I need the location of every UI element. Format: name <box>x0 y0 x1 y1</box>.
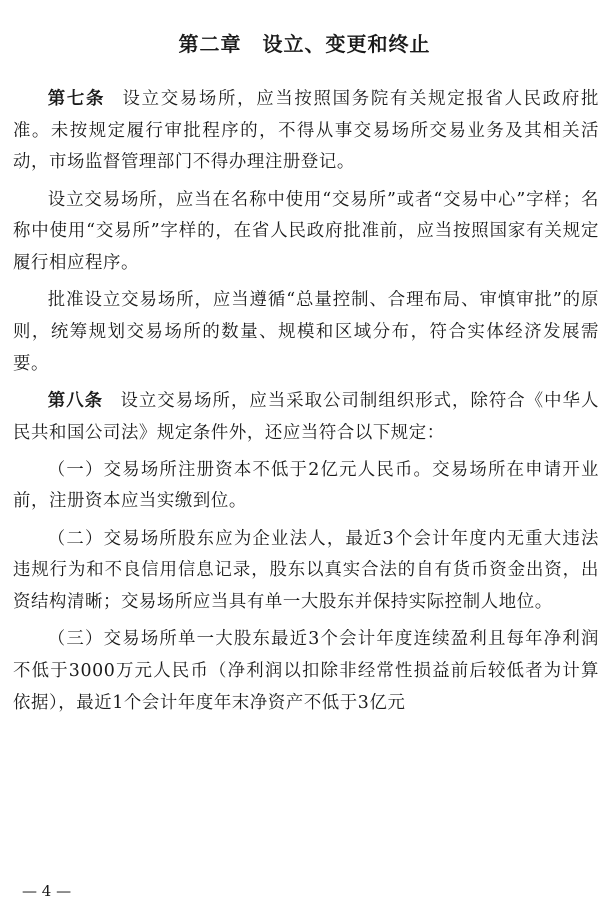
paragraph <box>13 285 599 380</box>
paragraph-text: （三）交易场所单一大股东最近3个会计年度连续盈利且每年净利润不低于3000万元人民币（净利润以扣除非经常性损益前后较低者为计算依据），最近1个会计年度年末净资产不低于3亿元 <box>13 629 599 713</box>
paragraph-text: （二）交易场所股东应为企业法人，最近3个会计年度内无重大违法违规行为和不良信用信息记录，股东以真实合法的自有货币资金出资，出资结构清晰；交易场所应当具有单一大股东并保持实际控制人地位。 <box>13 528 599 613</box>
paragraph <box>13 524 599 619</box>
paragraph-text: 设立交易场所，应当采取公司制组织形式，除符合《中华人民共和国公司法》规定条件外，还应当符合以下规定： <box>13 390 599 443</box>
page-number: — 4 — <box>22 882 72 900</box>
paragraph <box>13 386 599 449</box>
article-label: 第七条 <box>47 89 106 109</box>
paragraph-text: 设立交易场所，应当在名称中使用“交易所”或者“交易中心”字样；名称中使用“交易所”字样的，在省人民政府批准前，应当按照国家有关规定履行相应程序。 <box>13 189 599 274</box>
paragraph <box>13 455 599 518</box>
paragraph-text: （一）交易场所注册资本不低于2亿元人民币。交易场所在申请开业前，注册资本应当实缴到位。 <box>13 459 599 512</box>
paragraph <box>13 185 599 280</box>
paragraph-text: 批准设立交易场所，应当遵循“总量控制、合理布局、审慎审批”的原则，统筹规划交易场所的数量、规模和区域分布，符合实体经济发展需要。 <box>13 290 599 374</box>
paragraph-text: 设立交易场所，应当按照国务院有关规定报省人民政府批准。未按规定履行审批程序的，不得从事交易场所交易业务及其相关活动，市场监督管理部门不得办理注册登记。 <box>13 89 599 173</box>
article-label: 第八条 <box>47 390 104 411</box>
paragraph <box>13 84 599 179</box>
paragraph <box>13 624 599 719</box>
chapter-title: 第二章 设立、变更和终止 <box>178 32 431 56</box>
body-text <box>13 84 599 725</box>
